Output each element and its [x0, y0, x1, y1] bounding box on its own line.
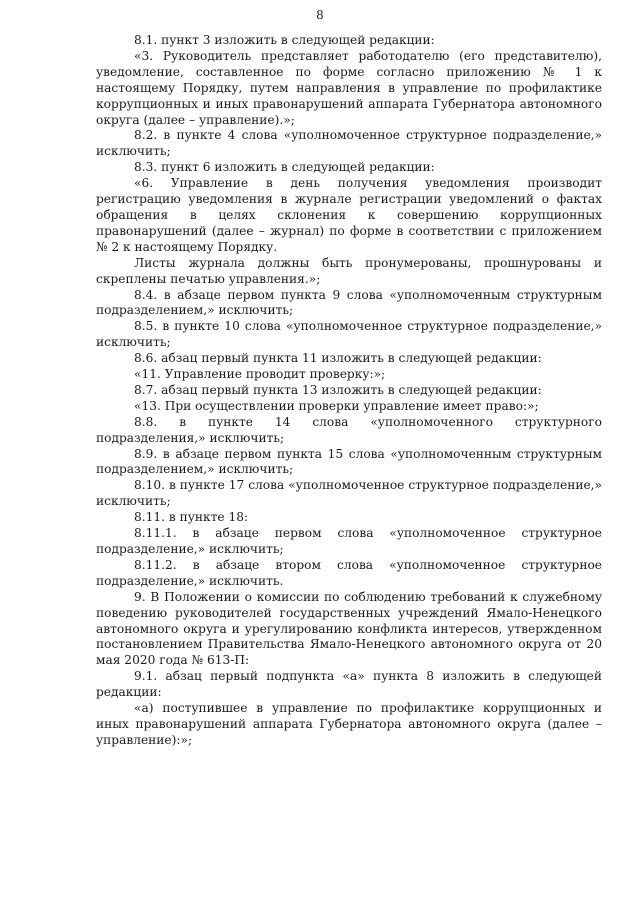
paragraph-8-3: 8.3. пункт 6 изложить в следующей редакции: — [134, 160, 435, 175]
paragraph-8-11-2: 8.11.2. в абзаце втором слова «уполномоченное структурное подразделение,» исключить. — [96, 557, 602, 588]
page-number: 8 — [316, 8, 324, 22]
paragraph-8-9: 8.9. в абзаце первом пункта 15 слова «уполномоченным структурным подразделением,» исключить; — [96, 446, 602, 477]
paragraph-journal-sheets: Листы журнала должны быть пронумерованы, прошнурованы и скреплены печатью управления.»; — [96, 255, 602, 286]
document-body — [96, 33, 602, 749]
paragraph-8-11: 8.11. в пункте 18: — [134, 510, 249, 525]
paragraph-8-2: 8.2. в пункте 4 слова «уполномоченное структурное подразделение,» исключить; — [96, 128, 602, 159]
paragraph-8-11-1: 8.11.1. в абзаце первом слова «уполномоченное структурное подразделение,» исключить; — [96, 526, 602, 556]
paragraph-8-10: 8.10. в пункте 17 слова «уполномоченное структурное подразделение,» исключить; — [96, 478, 602, 509]
paragraph-9: 9. В Положении о комиссии по соблюдению требований к служебному поведению руководителей государственных учреждений Ямало-Ненецкого автономного округа и урегулированию конфликта интересов, утвержденном постановлением Правительства Ямало-Ненецкого автономного округа от 20 мая 2020 года № 613-П: — [96, 589, 602, 668]
paragraph-8-6: 8.6. абзац первый пункта 11 изложить в следующей редакции: — [134, 351, 542, 366]
paragraph-quote-6: «6. Управление в день получения уведомления производит регистрацию уведомления в журнале регистрации уведомлений о фактах обращения в целях склонения к совершению коррупционных правонарушений (далее – журнал) по форме в соответствии с приложением № 2 к настоящему Порядку. — [96, 176, 602, 254]
paragraph-8-8: 8.8. в пункте 14 слова «уполномоченного структурного подразделения,» исключить; — [96, 414, 602, 445]
paragraph-quote-13: «13. При осуществлении проверки управление имеет право:»; — [134, 398, 539, 413]
paragraph-quote-11: «11. Управление проводит проверку:»; — [134, 367, 386, 382]
paragraph-8-4: 8.4. в абзаце первом пункта 9 слова «уполномоченным структурным подразделением,» исключить; — [96, 287, 602, 318]
paragraph-8-1: 8.1. пункт 3 изложить в следующей редакции: — [134, 33, 435, 47]
paragraph-quote-3: «3. Руководитель представляет работодателю (его представителю), уведомление, составленное по форме согласно приложению № 1 к настоящему Порядку, путем направления в управление по профилактике коррупционных и иных правонарушений аппарата Губернатора автономного округа (далее – управление).»; — [96, 48, 602, 127]
paragraph-9-1: 9.1. абзац первый подпункта «а» пункта 8 изложить в следующей редакции: — [96, 669, 602, 700]
paragraph-quote-a: «а) поступившее в управление по профилактике коррупционных и иных правонарушений аппарата Губернатора автономного округа (далее – управление):»; — [96, 701, 602, 747]
paragraph-8-7: 8.7. абзац первый пункта 13 изложить в следующей редакции: — [134, 382, 542, 397]
paragraph-8-5: 8.5. в пункте 10 слова «уполномоченное структурное подразделение,» исключить; — [96, 319, 602, 350]
